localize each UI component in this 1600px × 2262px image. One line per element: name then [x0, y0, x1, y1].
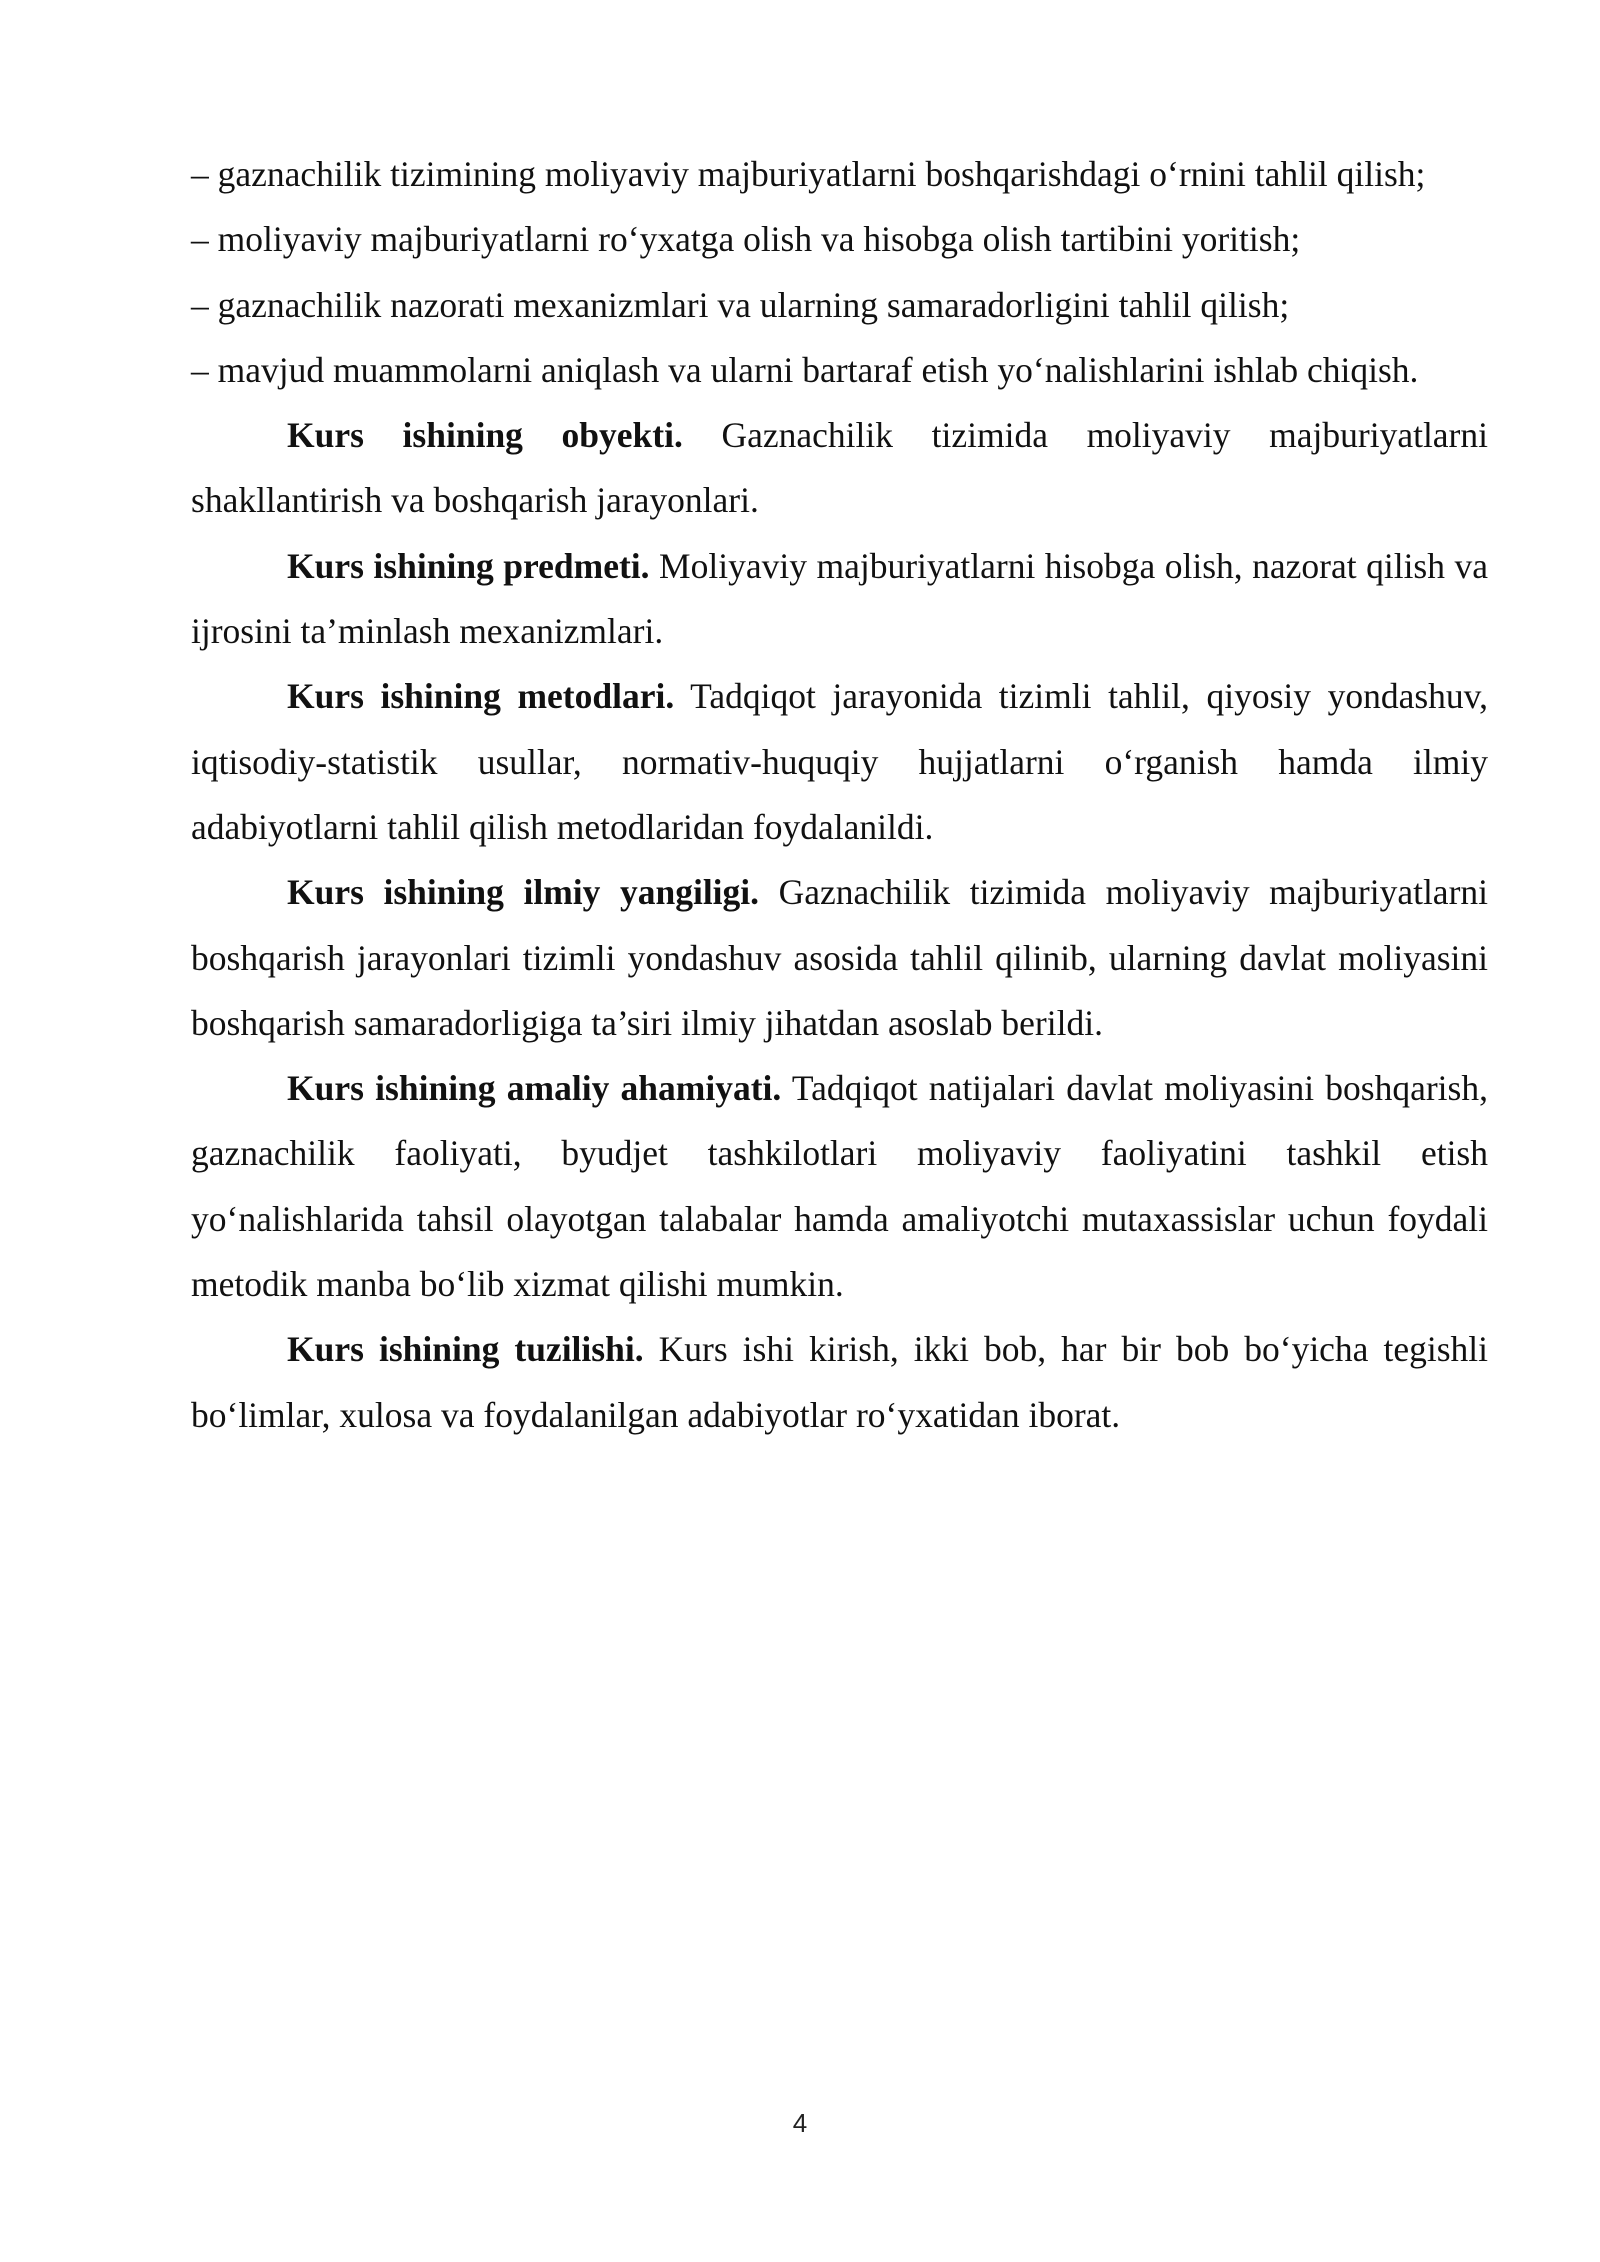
paragraph-lead: Kurs ishining amaliy ahamiyati. [287, 1068, 782, 1109]
paragraph-lead: Kurs ishining obyekti. [287, 415, 683, 456]
paragraph-lead: Kurs ishining tuzilishi. [287, 1329, 644, 1370]
paragraph-novelty [191, 860, 1488, 1056]
paragraph-lead: Kurs ishining ilmiy yangiligi. [287, 872, 760, 913]
task-list-item: – gaznachilik nazorati mexanizmlari va ularning samaradorligini tahlil qilish; [191, 284, 1290, 325]
page-number: 4 [792, 2108, 808, 2138]
paragraph-text: Gaznachilik tizimida moliyaviy majburiyatlarni boshqarish jarayonlari tizimli yondashuv asosida tahlil qilinib, ularning davlat moliyasini boshqarish samaradorligiga ta’siri ilmiy jihatdan asoslab berildi. [191, 872, 1488, 1043]
task-list-item: – gaznachilik tizimining moliyaviy majburiyatlarni boshqarishdagi o‘rnini tahlil qilish; [191, 154, 1426, 194]
paragraph-text: Tadqiqot natijalari davlat moliyasini boshqarish, gaznachilik faoliyati, byudjet tashkilotlari moliyaviy faoliyatini tashkil etish yo‘nalishlarida tahsil olayotgan talabalar hamda amaliyotchi mutaxassislar uchun foydali metodik manba bo‘lib xizmat qilishi mumkin. [191, 1068, 1488, 1305]
paragraph-text: Tadqiqot jarayonida tizimli tahlil, qiyosiy yondashuv, iqtisodiy-statistik usullar, normativ-huquqiy hujjatlarni o‘rganish hamda ilmiy adabiyotlarni tahlil qilish metodlaridan foydalanildi. [191, 676, 1488, 847]
task-list-item: – mavjud muammolarni aniqlash va ularni bartaraf etish yo‘nalishlarini ishlab chiqish. [191, 349, 1419, 390]
task-list-item: – moliyaviy majburiyatlarni ro‘yxatga olish va hisobga olish tartibini yoritish; [191, 219, 1301, 260]
paragraph-lead: Kurs ishining metodlari. [287, 676, 675, 717]
paragraph-object [191, 403, 1488, 534]
paragraph-lead: Kurs ishining predmeti. [287, 545, 650, 586]
paragraph-text: Kurs ishi kirish, ikki bob, har bir bob bo‘yicha tegishli bo‘limlar, xulosa va foydalanilgan adabiyotlar ro‘yxatidan iborat. [191, 1329, 1488, 1435]
paragraph-methods [191, 664, 1488, 860]
paragraph-subject [191, 534, 1488, 665]
paragraph-text: Moliyaviy majburiyatlarni hisobga olish, nazorat qilish va ijrosini ta’minlash mexanizmlari. [191, 545, 1488, 652]
paragraph-practical-significance [191, 1056, 1488, 1317]
paragraph-text: Gaznachilik tizimida moliyaviy majburiyatlarni shakllantirish va boshqarish jarayonlari. [191, 415, 1488, 521]
paragraph-structure [191, 1317, 1488, 1448]
page-content [191, 142, 1488, 1448]
